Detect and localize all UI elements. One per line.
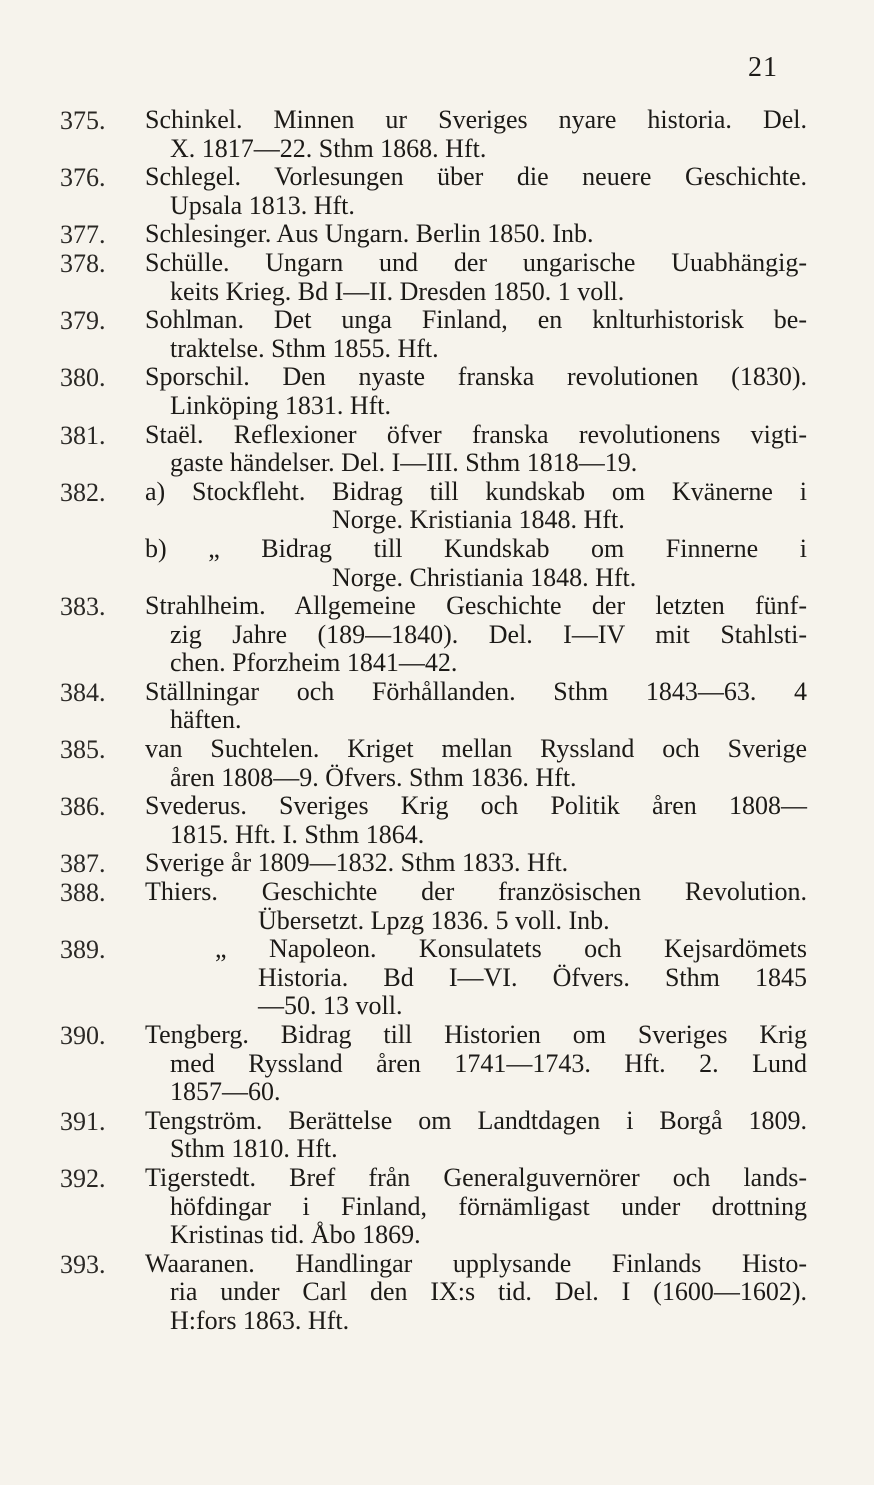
entry-number: 376. bbox=[60, 163, 106, 193]
entry-text-line: Linköping 1831. Hft. bbox=[170, 390, 391, 420]
entry-text-line: van Suchtelen. Kriget mellan Ryssland och Sverige bbox=[145, 734, 807, 764]
entry-text-line: Waaranen. Handlingar upplysande Finlands Histo- bbox=[145, 1248, 807, 1278]
entry-text-line: 1857—60. bbox=[170, 1077, 281, 1107]
entry-text-line: a) Stockfleht. Bidrag till kundskab om Kvänerne i bbox=[145, 476, 807, 506]
entry-number: 381. bbox=[60, 420, 106, 450]
entry-number: 387. bbox=[60, 849, 106, 879]
entry-text-line: Strahlheim. Allgemeine Geschichte der letzten fünf- bbox=[145, 591, 807, 621]
entry-text-line: traktelse. Sthm 1855. Hft. bbox=[170, 333, 439, 363]
entry-text-line: Staël. Reflexioner öfver franska revolutionens vigti- bbox=[145, 419, 807, 449]
entry-text-line: keits Krieg. Bd I—II. Dresden 1850. 1 voll. bbox=[170, 276, 625, 306]
entry-388 bbox=[0, 878, 874, 935]
entry-385 bbox=[0, 735, 874, 792]
page-number: 21 bbox=[748, 52, 778, 83]
entry-text-line: chen. Pforzheim 1841—42. bbox=[170, 648, 458, 678]
bibliography-list bbox=[0, 106, 874, 1336]
entry-number: 383. bbox=[60, 592, 106, 622]
entry-text-line: Schlesinger. Aus Ungarn. Berlin 1850. Inb. bbox=[145, 219, 594, 249]
entry-379 bbox=[0, 306, 874, 363]
entry-375 bbox=[0, 106, 874, 163]
entry-number: 388. bbox=[60, 878, 106, 908]
entry-text-line: Sthm 1810. Hft. bbox=[170, 1134, 338, 1164]
entry-number: 391. bbox=[60, 1106, 106, 1136]
entry-text-line: Upsala 1813. Hft. bbox=[170, 190, 355, 220]
entry-380 bbox=[0, 363, 874, 420]
entry-text-line: Kristinas tid. Åbo 1869. bbox=[170, 1220, 421, 1250]
entry-number: 385. bbox=[60, 735, 106, 765]
entry-text-line: X. 1817—22. Sthm 1868. Hft. bbox=[170, 133, 487, 163]
entry-number: 375. bbox=[60, 106, 106, 135]
entry-376 bbox=[0, 163, 874, 220]
entry-386 bbox=[0, 792, 874, 849]
entry-text-line: åren 1808—9. Öfvers. Sthm 1836. Hft. bbox=[170, 762, 577, 792]
entry-text-line: zig Jahre (189—1840). Del. I—IV mit Stahlsti- bbox=[170, 619, 807, 649]
entry-text-line: med Ryssland åren 1741—1743. Hft. 2. Lund bbox=[170, 1048, 807, 1078]
entry-text-line: Norge. Kristiania 1848. Hft. bbox=[332, 505, 625, 535]
entry-text-line: Schülle. Ungarn und der ungarische Uuabhängig- bbox=[145, 247, 807, 277]
entry-383 bbox=[0, 592, 874, 678]
entry-text-line: häften. bbox=[170, 705, 242, 735]
entry-text-line: „ Napoleon. Konsulatets och Kejsardömets bbox=[215, 934, 807, 964]
entry-text-line: Norge. Christiania 1848. Hft. bbox=[332, 562, 637, 592]
entry-381 bbox=[0, 421, 874, 478]
entry-text-line: Thiers. Geschichte der französischen Revolution. bbox=[145, 877, 807, 907]
entry-392 bbox=[0, 1164, 874, 1250]
entry-text-line: Historia. Bd I—VI. Öfvers. Sthm 1845 bbox=[258, 962, 807, 992]
entry-389 bbox=[0, 935, 874, 1021]
entry-text-line: Tengström. Berättelse om Landtdagen i Borgå 1809. bbox=[145, 1105, 807, 1135]
entry-number: 390. bbox=[60, 1021, 106, 1050]
entry-number: 382. bbox=[60, 477, 106, 507]
entry-number: 392. bbox=[60, 1163, 106, 1193]
entry-text-line: ria under Carl den IX:s tid. Del. I (1600—1602). bbox=[170, 1277, 807, 1307]
entry-text-line: Schlegel. Vorlesungen über die neuere Geschichte. bbox=[145, 162, 807, 192]
entry-text-line: Schinkel. Minnen ur Sveriges nyare historia. Del. bbox=[145, 105, 807, 134]
entry-393 bbox=[0, 1250, 874, 1336]
entry-text-line: Übersetzt. Lpzg 1836. 5 voll. Inb. bbox=[258, 905, 610, 935]
entry-number: 386. bbox=[60, 792, 106, 822]
entry-391 bbox=[0, 1107, 874, 1164]
entry-text-line: Tengberg. Bidrag till Historien om Sveriges Krig bbox=[145, 1020, 807, 1049]
entry-378 bbox=[0, 249, 874, 306]
entry-390 bbox=[0, 1021, 874, 1107]
entry-text-line: —50. 13 voll. bbox=[258, 991, 403, 1021]
entry-387 bbox=[0, 849, 874, 878]
entry-text-line: Sporschil. Den nyaste franska revolutionen (1830). bbox=[145, 362, 807, 392]
entry-number: 377. bbox=[60, 220, 106, 250]
entry-text-line: Svederus. Sveriges Krig och Politik åren 1808— bbox=[145, 791, 807, 821]
entry-text-line: Tigerstedt. Bref från Generalguvernörer och lands- bbox=[145, 1162, 807, 1192]
entry-text-line: Sverige år 1809—1832. Sthm 1833. Hft. bbox=[145, 848, 569, 878]
entry-text-line: Sohlman. Det unga Finland, en knlturhistorisk be- bbox=[145, 305, 807, 335]
entry-text-line: b) „ Bidrag till Kundskab om Finnerne i bbox=[145, 533, 807, 563]
entry-text-line: Ställningar och Förhållanden. Sthm 1843—63. 4 bbox=[145, 676, 807, 706]
entry-number: 380. bbox=[60, 363, 106, 393]
entry-number: 389. bbox=[60, 935, 106, 965]
entry-384 bbox=[0, 678, 874, 735]
entry-text-line: gaste händelser. Del. I—III. Sthm 1818—19. bbox=[170, 448, 638, 478]
entry-number: 393. bbox=[60, 1249, 106, 1279]
entry-text-line: höfdingar i Finland, förnämligast under drottning bbox=[170, 1191, 807, 1221]
entry-number: 384. bbox=[60, 677, 106, 707]
entry-number: 378. bbox=[60, 248, 106, 278]
entry-text-line: 1815. Hft. I. Sthm 1864. bbox=[170, 819, 425, 849]
entry-382 bbox=[0, 478, 874, 592]
entry-number: 379. bbox=[60, 306, 106, 336]
entry-377 bbox=[0, 220, 874, 249]
entry-text-line: H:fors 1863. Hft. bbox=[170, 1305, 350, 1335]
